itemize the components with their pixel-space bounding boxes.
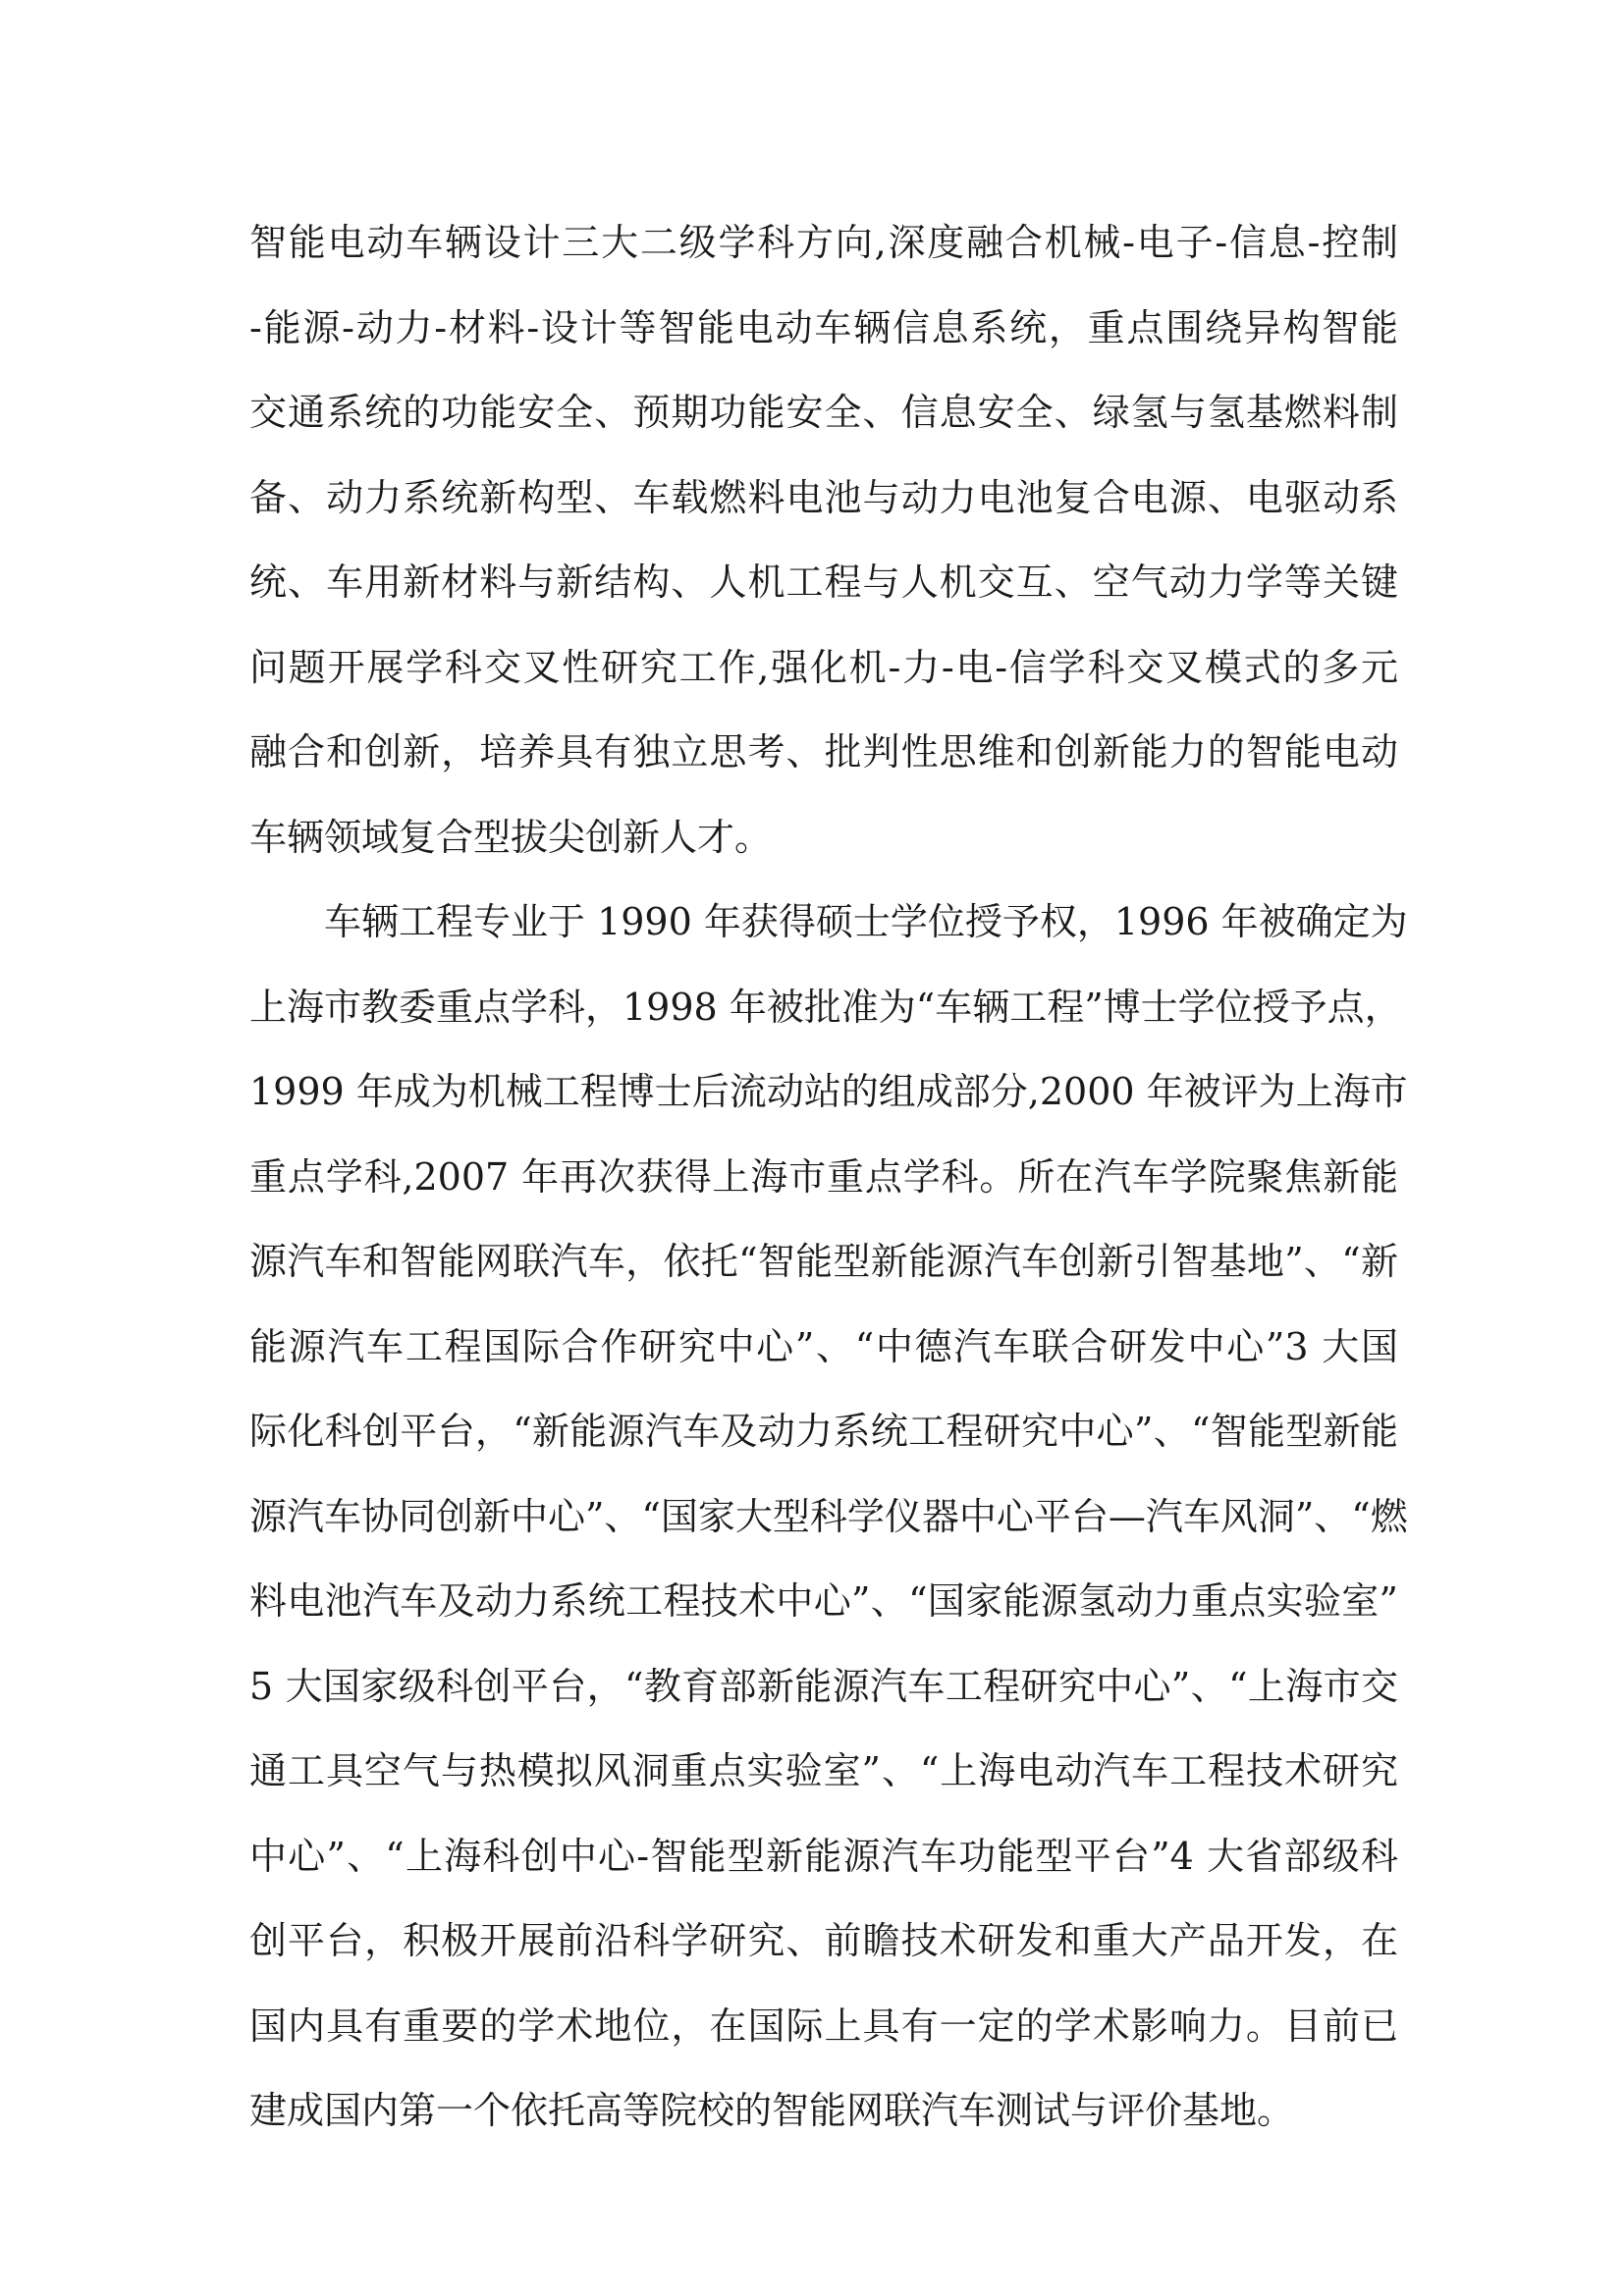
text-line: 中心”、“上海科创中心-智能型新能源汽车功能型平台”4 大省部级科 [249,1834,1398,1878]
text-line: 国内具有重要的学术地位，在国际上具有一定的学术影响力。目前已 [249,2003,1398,2048]
text-line: 备、动力系统新构型、车载燃料电池与动力电池复合电源、电驱动系 [249,475,1398,519]
paragraph-2 [249,880,1408,2154]
text-line: 交通系统的功能安全、预期功能安全、信息安全、绿氢与氢基燃料制 [249,391,1398,434]
text-line: 源汽车和智能网联汽车，依托“智能型新能源汽车创新引智基地”、“新 [249,1240,1398,1283]
paragraph-1 [249,200,1398,880]
text-line: 车辆领域复合型拔尖创新人才。 [249,815,773,859]
text-line: 建成国内第一个依托高等院校的智能网联汽车测试与评价基地。 [249,2089,1295,2132]
text-line: 源汽车协同创新中心”、“国家大型科学仪器中心平台—汽车风洞”、“燃 [249,1494,1408,1538]
text-line: 问题开展学科交叉性研究工作,强化机-力-电-信学科交叉模式的多元 [249,645,1398,689]
text-line: 车辆工程专业于 1990 年获得硕士学位授予权，1996 年被确定为 [324,900,1408,943]
text-line: 重点学科,2007 年再次获得上海市重点学科。所在汽车学院聚焦新能 [249,1154,1398,1199]
text-line: 智能电动车辆设计三大二级学科方向,深度融合机械-电子-信息-控制 [249,221,1398,264]
text-line: 料电池汽车及动力系统工程技术中心”、“国家能源氢动力重点实验室” [249,1579,1398,1623]
text-line: 上海市教委重点学科，1998 年被批准为“车辆工程”博士学位授予点， [249,985,1402,1029]
text-line: 融合和创新，培养具有独立思考、批判性思维和创新能力的智能电动 [249,730,1398,774]
text-line: 5 大国家级科创平台，“教育部新能源汽车工程研究中心”、“上海市交 [249,1664,1398,1708]
body-text [249,200,1408,2154]
text-line: 际化科创平台，“新能源汽车及动力系统工程研究中心”、“智能型新能 [249,1410,1398,1453]
text-line: 通工具空气与热模拟风洞重点实验室”、“上海电动汽车工程技术研究 [249,1749,1398,1792]
text-line: 1999 年成为机械工程博士后流动站的组成部分,2000 年被评为上海市 [249,1070,1408,1113]
text-line: 统、车用新材料与新结构、人机工程与人机交互、空气动力学等关键 [249,561,1398,604]
text-line: 能源汽车工程国际合作研究中心”、“中德汽车联合研发中心”3 大国 [249,1324,1398,1368]
text-line: 创平台，积极开展前沿科学研究、前瞻技术研发和重大产品开发，在 [249,1919,1398,1962]
text-line: -能源-动力-材料-设计等智能电动车辆信息系统，重点围绕异构智能 [249,305,1398,349]
